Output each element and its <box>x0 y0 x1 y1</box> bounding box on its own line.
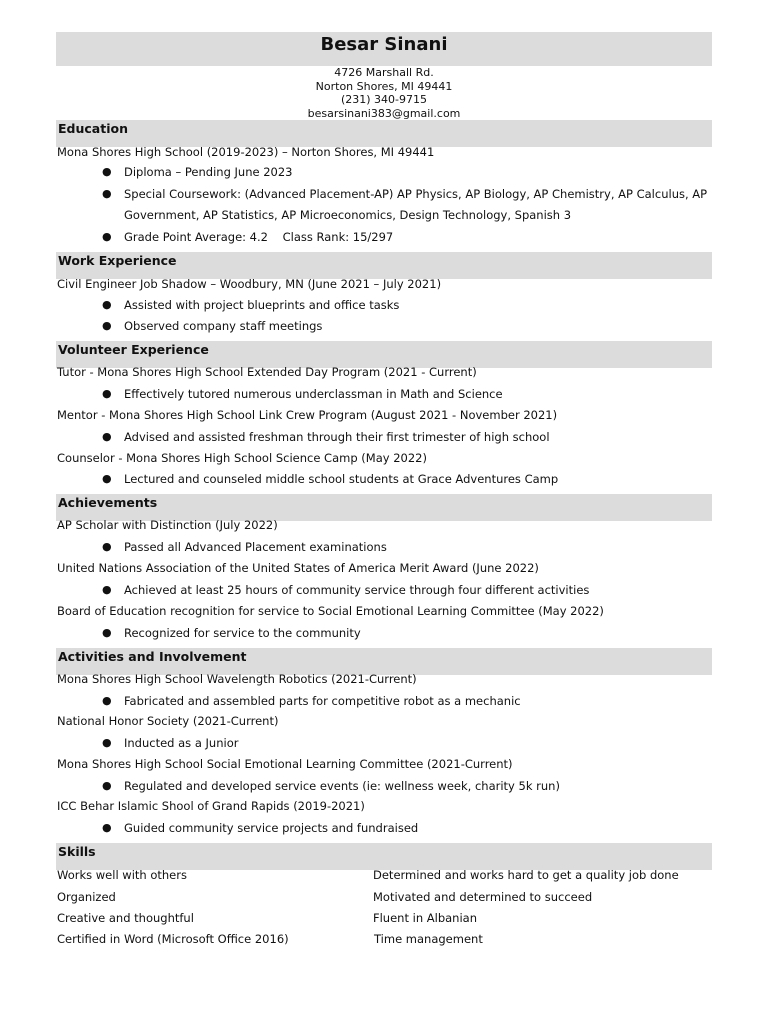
skill-item: Time management <box>374 932 483 946</box>
achievement-bullet: Achieved at least 25 hours of community service through four different activities <box>124 583 590 597</box>
skill-item: Organized <box>57 890 116 904</box>
bullet-icon: ● <box>102 298 112 311</box>
volunteer-heading: Volunteer Experience <box>56 341 712 368</box>
bullet-icon: ● <box>102 779 112 792</box>
activity-bullet: Fabricated and assembled parts for competitive robot as a mechanic <box>124 694 521 708</box>
skill-item: Works well with others <box>57 868 187 882</box>
education-heading: Education <box>56 120 712 147</box>
activity-bullet: Regulated and developed service events (ie: wellness week, charity 5k run) <box>124 779 560 793</box>
achievement-bullet: Recognized for service to the community <box>124 626 361 640</box>
activities-heading: Activities and Involvement <box>56 648 712 675</box>
bullet-icon: ● <box>102 319 112 332</box>
volunteer-entry: Counselor - Mona Shores High School Science Camp (May 2022) <box>57 451 427 465</box>
education-school: Mona Shores High School (2019-2023) – Norton Shores, MI 49441 <box>57 145 435 159</box>
achievement-bullet: Passed all Advanced Placement examinations <box>124 540 387 554</box>
address-line: 4726 Marshall Rd. <box>334 66 434 79</box>
activity-entry: Mona Shores High School Social Emotional Learning Committee (2021-Current) <box>57 757 513 771</box>
name-banner <box>56 32 712 66</box>
bullet-icon: ● <box>102 736 112 749</box>
candidate-name: Besar Sinani <box>320 34 448 55</box>
work-job: Civil Engineer Job Shadow – Woodbury, MN (June 2021 – July 2021) <box>57 277 442 291</box>
bullet-icon: ● <box>102 165 112 178</box>
volunteer-bullet: Advised and assisted freshman through their first trimester of high school <box>124 430 550 444</box>
education-bullet: Grade Point Average: 4.2 Class Rank: 15/297 <box>124 230 394 244</box>
volunteer-entry: Tutor - Mona Shores High School Extended Day Program (2021 - Current) <box>57 365 477 379</box>
city-line: Norton Shores, MI 49441 <box>315 79 453 93</box>
skills-heading: Skills <box>56 843 712 870</box>
activity-entry: National Honor Society (2021-Current) <box>57 714 279 728</box>
work-heading: Work Experience <box>56 252 712 279</box>
email-line: besarsinani383@gmail.com <box>307 106 461 120</box>
bullet-icon: ● <box>102 694 112 707</box>
work-bullet: Assisted with project blueprints and office tasks <box>124 298 400 312</box>
bullet-icon: ● <box>102 583 112 596</box>
volunteer-bullet: Effectively tutored numerous underclassman in Math and Science <box>124 387 503 401</box>
achievements-heading: Achievements <box>56 494 712 521</box>
contact-block <box>56 66 712 120</box>
bullet-icon: ● <box>102 540 112 553</box>
bullet-icon: ● <box>102 626 112 639</box>
achievement-entry: AP Scholar with Distinction (July 2022) <box>57 518 278 532</box>
bullet-icon: ● <box>102 187 112 200</box>
bullet-icon: ● <box>102 430 112 443</box>
activity-bullet: Inducted as a Junior <box>124 736 239 750</box>
skill-item: Motivated and determined to succeed <box>373 890 593 904</box>
achievement-entry: United Nations Association of the United States of America Merit Award (June 2022) <box>57 561 539 575</box>
skill-item: Fluent in Albanian <box>373 911 477 925</box>
achievement-entry: Board of Education recognition for service to Social Emotional Learning Committee (May 2022) <box>57 604 604 618</box>
activity-bullet: Guided community service projects and fundraised <box>124 821 419 835</box>
education-bullet: Diploma – Pending June 2023 <box>124 165 293 179</box>
work-bullet: Observed company staff meetings <box>124 319 323 333</box>
bullet-icon: ● <box>102 472 112 485</box>
education-bullet: Special Coursework: (Advanced Placement-AP) AP Physics, AP Biology, AP Chemistry, AP Calculus, AP Government, AP Statistics, AP Microeconomics, Design Technology, Spanish 3 <box>124 187 708 222</box>
bullet-icon: ● <box>102 821 112 834</box>
skill-item: Certified in Word (Microsoft Office 2016) <box>57 932 289 946</box>
volunteer-entry: Mentor - Mona Shores High School Link Crew Program (August 2021 - November 2021) <box>57 408 558 422</box>
phone-line: (231) 340-9715 <box>340 93 428 106</box>
skill-item: Creative and thoughtful <box>57 911 194 925</box>
activity-entry: Mona Shores High School Wavelength Robotics (2021-Current) <box>57 672 417 686</box>
volunteer-bullet: Lectured and counseled middle school students at Grace Adventures Camp <box>124 472 559 486</box>
skill-item: Determined and works hard to get a quality job done <box>373 868 679 882</box>
bullet-icon: ● <box>102 230 112 243</box>
bullet-icon: ● <box>102 387 112 400</box>
activity-entry: ICC Behar Islamic Shool of Grand Rapids (2019-2021) <box>57 799 365 813</box>
